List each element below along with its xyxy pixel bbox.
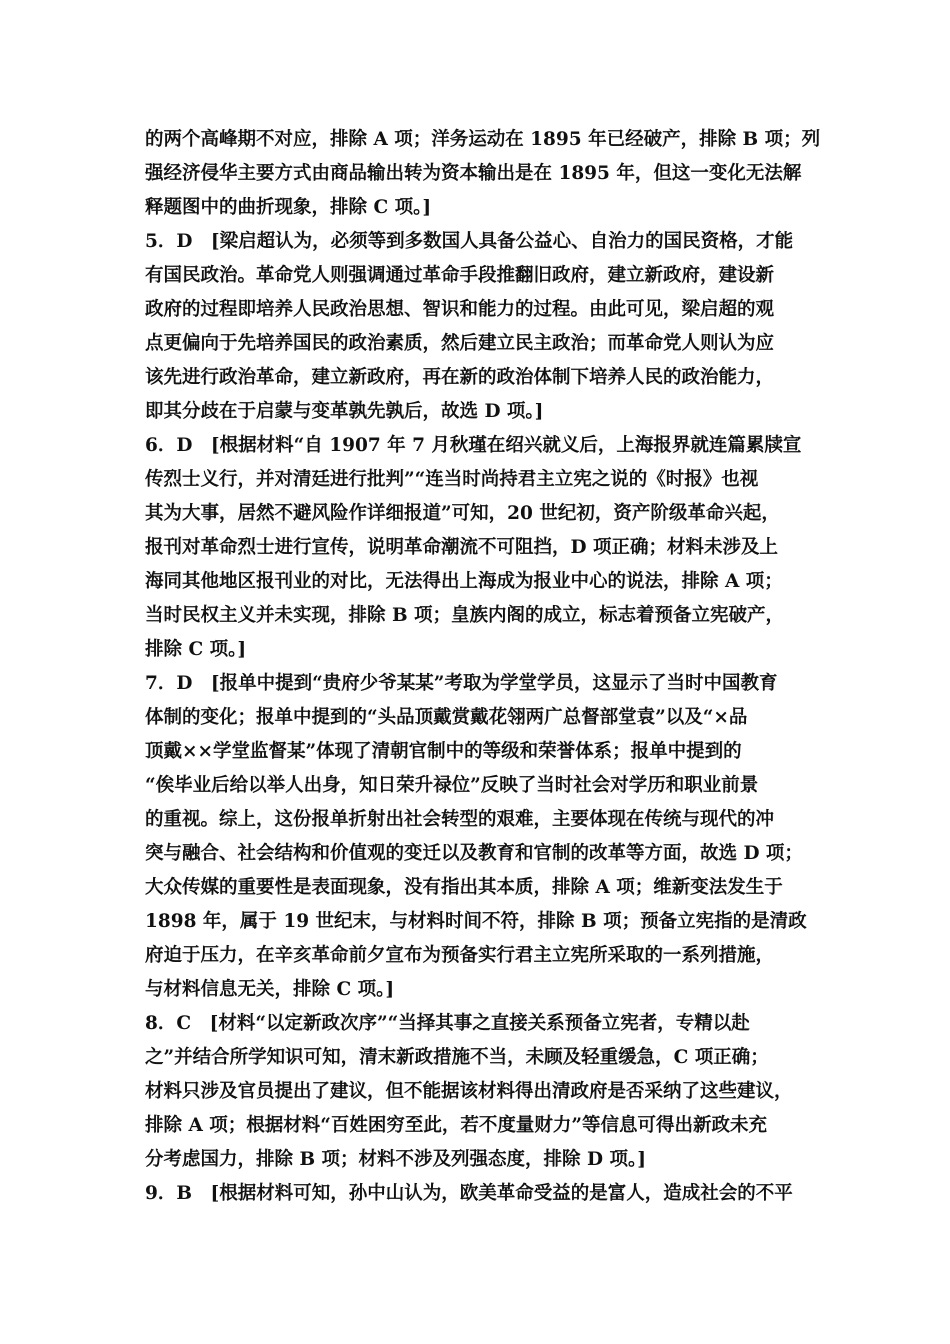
text-line: “俟毕业后给以举人出身，知日荣升禄位”反映了当时社会对学历和职业前景 — [145, 775, 759, 796]
text-line: 点更偏向于先培养国民的政治素质，然后建立民主政治；而革命党人则认为应 — [145, 333, 775, 354]
question-9-answer: 9．B [根据材料可知，孙中山认为，欧美革命受益的是富人，造成社会的不平 — [145, 1183, 793, 1204]
text-line: 释题图中的曲折现象，排除 C 项。] — [145, 197, 432, 218]
question-5-answer: 5．D [梁启超认为，必须等到多数国人具备公益心、自治力的国民资格，才能 — [145, 231, 794, 252]
text-line: 顶戴××学堂监督某”体现了清朝官制中的等级和荣誉体系；报单中提到的 — [145, 741, 742, 762]
text-line: 的两个高峰期不对应，排除 A 项；洋务运动在 1895 年已经破产，排除 B 项；列 — [145, 129, 821, 150]
question-7-answer: 7．D [报单中提到“贵府少爷某某”考取为学堂学员，这显示了当时中国教育 — [145, 673, 778, 694]
text-line: 其为大事，居然不避风险作详细报道”可知，20 世纪初，资产阶级革命兴起， — [145, 503, 780, 524]
text-line: 的重视。综上，这份报单折射出社会转型的艰难，主要体现在传统与现代的冲 — [145, 809, 775, 830]
text-line: 分考虑国力，排除 B 项；材料不涉及列强态度，排除 D 项。] — [145, 1149, 646, 1170]
question-8-answer: 8．C [材料“以定新政次序”“当择其事之直接关系预备立宪者，专精以赴 — [145, 1013, 750, 1034]
text-line: 突与融合、社会结构和价值观的变迁以及教育和官制的改革等方面，故选 D 项； — [145, 843, 803, 864]
text-line: 报刊对革命烈士进行宣传，说明革命潮流不可阻挡，D 项正确；材料未涉及上 — [145, 537, 778, 558]
text-line: 政府的过程即培养人民政治思想、智识和能力的过程。由此可见，梁启超的观 — [145, 299, 775, 320]
text-line: 府迫于压力，在辛亥革命前夕宣布为预备实行君主立宪所采取的一系列措施， — [145, 945, 775, 966]
text-line: 传烈士义行，并对清廷进行批判”“连当时尚持君主立宪之说的《时报》也视 — [145, 469, 759, 490]
text-line: 即其分歧在于启蒙与变革孰先孰后，故选 D 项。] — [145, 401, 544, 422]
answer-explanation-text — [145, 123, 825, 1211]
text-line: 与材料信息无关，排除 C 项。] — [145, 979, 395, 1000]
text-line: 大众传媒的重要性是表面现象，没有指出其本质，排除 A 项；维新变法发生于 — [145, 877, 783, 898]
question-6-answer: 6．D [根据材料“自 1907 年 7 月秋瑾在绍兴就义后，上海报界就连篇累牍宣 — [145, 435, 802, 456]
text-line: 该先进行政治革命，建立新政府，再在新的政治体制下培养人民的政治能力， — [145, 367, 775, 388]
text-line: 海同其他地区报刊业的对比，无法得出上海成为报业中心的说法，排除 A 项； — [145, 571, 783, 592]
text-line: 排除 A 项；根据材料“百姓困穷至此，若不度量财力”等信息可得出新政未充 — [145, 1115, 768, 1136]
text-line: 强经济侵华主要方式由商品输出转为资本输出是在 1895 年，但这一变化无法解 — [145, 163, 802, 184]
text-line: 材料只涉及官员提出了建议，但不能据该材料得出清政府是否采纳了这些建议， — [145, 1081, 793, 1102]
text-line: 排除 C 项。] — [145, 639, 247, 660]
text-line: 当时民权主义并未实现，排除 B 项；皇族内阁的成立，标志着预备立宪破产， — [145, 605, 785, 626]
text-line: 之”并结合所学知识可知，清末新政措施不当，未顾及轻重缓急，C 项正确； — [145, 1047, 769, 1068]
text-line: 体制的变化；报单中提到的“头品顶戴赏戴花翎两广总督部堂袁”以及“×品 — [145, 707, 748, 728]
text-line: 有国民政治。革命党人则强调通过革命手段推翻旧政府，建立新政府，建设新 — [145, 265, 775, 286]
text-line: 1898 年，属于 19 世纪末，与材料时间不符，排除 B 项；预备立宪指的是清政 — [145, 911, 807, 932]
